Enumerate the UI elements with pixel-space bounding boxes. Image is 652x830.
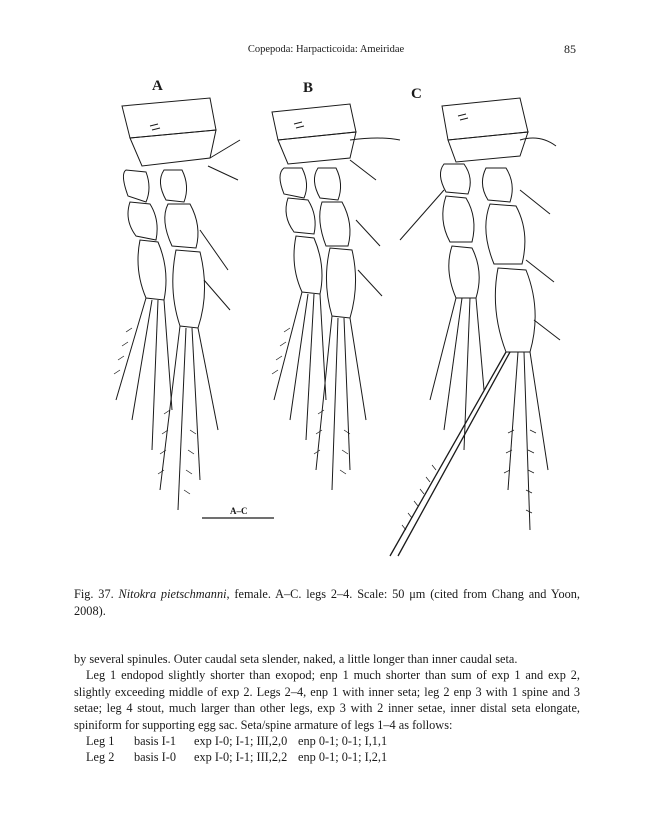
- drawing-leg-3: [272, 104, 400, 490]
- panel-label-b: B: [303, 80, 314, 96]
- panel-label-a: A: [152, 78, 163, 94]
- paragraph-2: Leg 1 endopod slightly shorter than exopod; enp 1 much shorter than sum of exp 1 and exp 2, slightly exceeding middle of exp 2. Legs 2–4, enp 1 with inner seta; leg 2 enp 3 with 1 spine and 3 setae; leg 4 stout, much larger than other legs, exp 3 with 2 inner setae, inner distal seta elongate, spiniform for supporting egg sac. Seta/spine armature of legs 1–4 as follows:: [74, 668, 580, 732]
- leg-drawings: [60, 70, 600, 570]
- armature-enp: enp 0-1; 0-1; I,2,1: [298, 750, 388, 765]
- drawing-leg-2: [114, 98, 240, 510]
- armature-enp: enp 0-1; 0-1; I,1,1: [298, 734, 388, 749]
- armature-basis: basis I-0: [134, 750, 177, 765]
- armature-row: [74, 733, 580, 749]
- body-text: [74, 651, 580, 766]
- running-head: Copepoda: Harpacticoida: Ameiridae: [247, 44, 405, 55]
- armature-exp: exp I-0; I-1; III,2,2: [194, 750, 288, 765]
- armature-leg: Leg 1: [86, 734, 115, 749]
- caption-rest: , female. A–C. legs 2–4. Scale: 50 μm (cited from Chang and Yoon, 2008).: [74, 587, 580, 618]
- figure-37: [60, 70, 600, 570]
- figure-caption: [74, 586, 580, 620]
- armature-exp: exp I-0; I-1; III,2,0: [194, 734, 288, 749]
- caption-prefix: Fig. 37.: [74, 587, 114, 601]
- armature-leg: Leg 2: [86, 750, 115, 765]
- armature-table: [74, 733, 580, 766]
- page-number: 85: [564, 42, 576, 56]
- scale-bar-label: A–C: [230, 506, 248, 516]
- drawing-leg-4: [390, 98, 560, 556]
- armature-row: [74, 749, 580, 765]
- armature-basis: basis I-1: [134, 734, 177, 749]
- paragraph-1: by several spinules. Outer caudal seta slender, naked, a little longer than inner caudal seta.: [74, 652, 518, 666]
- caption-species: Nitokra pietschmanni: [118, 587, 227, 601]
- panel-label-c: C: [411, 86, 422, 102]
